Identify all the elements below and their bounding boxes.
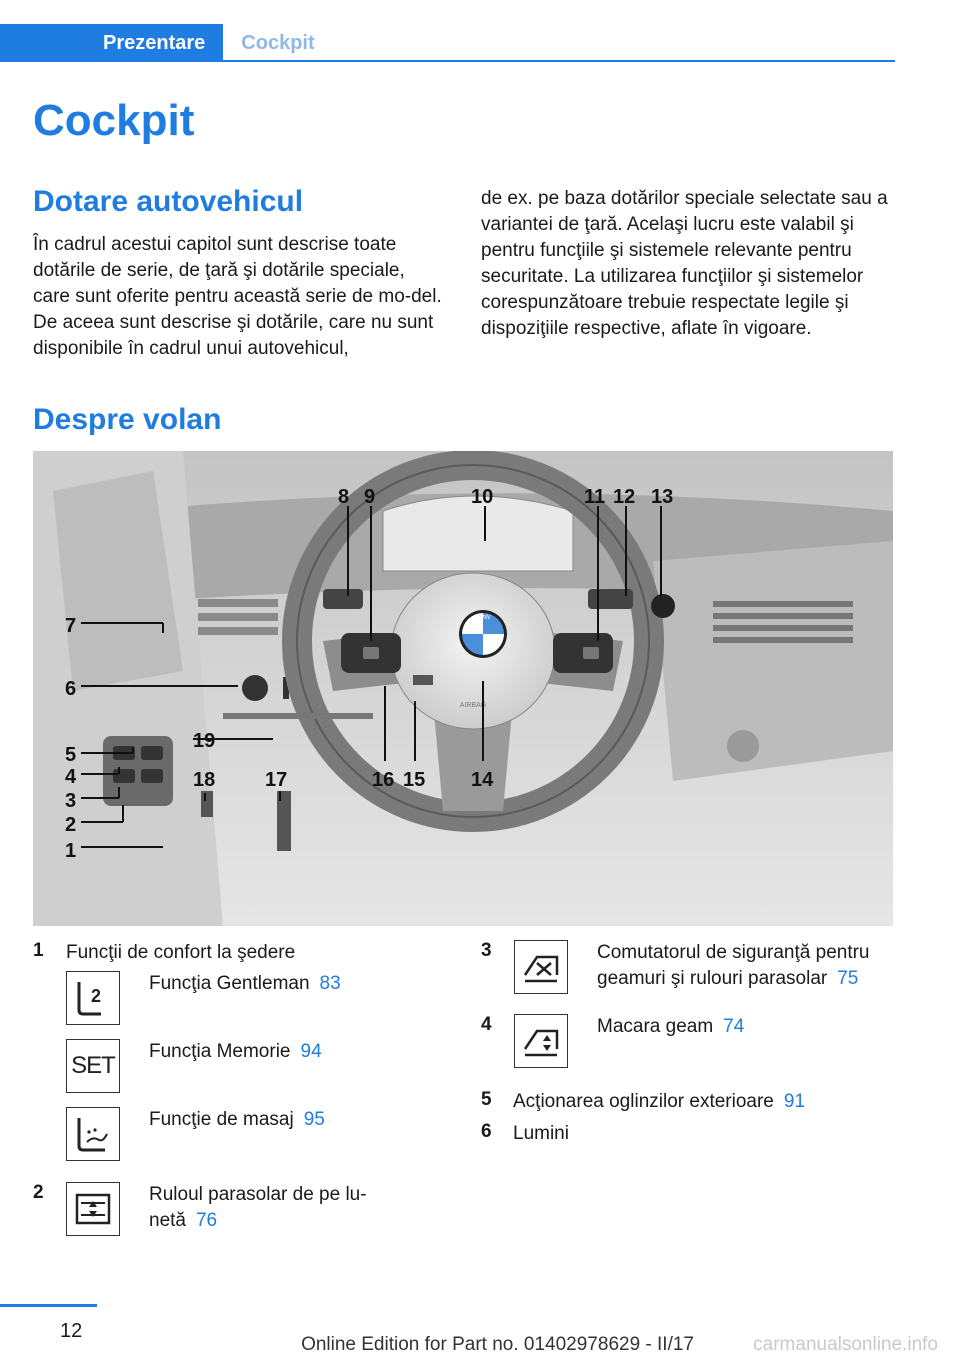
airbag-text: AIRBAG [459, 702, 487, 709]
section-heading-equipment: Dotare autovehicul [33, 185, 304, 218]
page-ref-76[interactable]: 76 [195, 1210, 218, 1231]
bmw-badge-text: BMW [475, 615, 491, 621]
legend-text-5 [513, 1089, 893, 1115]
tab-cockpit[interactable]: Cockpit [241, 32, 315, 54]
footer-edition: Online Edition for Part no. 01402978629 - II/17 [301, 1334, 694, 1355]
legend-sub-massage [149, 1107, 389, 1133]
legend-text-2-label: Ruloul parasolar de pe lu‐netă [149, 1184, 367, 1231]
legend-text-3 [597, 940, 890, 992]
callout-2: 2 [65, 814, 77, 836]
page-ref-74[interactable]: 74 [723, 1016, 745, 1037]
page-ref-95[interactable]: 95 [303, 1109, 325, 1130]
legend-sub-gentleman-label: Funcţia Gentleman [149, 973, 310, 994]
equipment-text-col2: de ex. pe baza dotărilor speciale selectate sau a variantei de ţară. Acelaşi lucru este valabil şi pentru funcţiile şi sistemele relevante pentru securitate. La utilizarea funcţiilor şi sistemelor corespunzătoare trebuie respectate legile şi dispoziţiile respective, aflate în vigoare. [481, 188, 888, 339]
callout-4: 4 [65, 766, 77, 788]
callout-3: 3 [65, 790, 77, 812]
callout-6: 6 [65, 678, 77, 700]
legend-sub-massage-label: Funcţie de masaj [149, 1109, 294, 1130]
callout-10: 10 [471, 486, 494, 508]
legend-sub-gentleman [149, 971, 389, 997]
legend-num-4: 4 [481, 1014, 492, 1035]
page-ref-83[interactable]: 83 [319, 973, 341, 994]
header-tabs [0, 24, 333, 62]
legend-text-4 [597, 1014, 890, 1040]
legend-num-1: 1 [33, 940, 44, 961]
callout-1: 1 [65, 840, 77, 862]
page-number: 12 [60, 1320, 83, 1342]
tab-prezentare[interactable]: Prezentare [0, 24, 223, 62]
massage-function-icon [66, 1107, 120, 1161]
svg-text:2: 2 [91, 986, 102, 1006]
callout-7: 7 [65, 615, 77, 637]
legend-text-5-label: Acţionarea oglinzilor exterioare [513, 1091, 774, 1112]
callout-8: 8 [338, 486, 350, 508]
legend-text-4-label: Macara geam [597, 1016, 714, 1037]
callout-16: 16 [372, 769, 395, 791]
callout-12: 12 [613, 486, 636, 508]
section-heading-steering: Despre volan [33, 403, 222, 436]
legend-text-3-label: Comutatorul de siguranţă pentru geamuri şi rulouri parasolar [597, 942, 870, 989]
legend-text-1: Funcţii de confort la şedere [66, 942, 296, 963]
page-ref-75[interactable]: 75 [837, 968, 859, 989]
page-ref-91[interactable]: 91 [783, 1091, 806, 1112]
footer-rule [0, 1304, 97, 1307]
callout-5: 5 [65, 744, 77, 766]
legend-text-6: Lumini [513, 1123, 569, 1144]
callout-18: 18 [193, 769, 216, 791]
gentleman-function-icon [66, 971, 120, 1025]
legend-text-2 [149, 1182, 389, 1234]
callout-15: 15 [403, 769, 426, 791]
legend-sub-memory-label: Funcţia Memorie [149, 1041, 291, 1062]
cockpit-drawing [33, 451, 893, 926]
window-safety-switch-icon [514, 940, 568, 994]
legend-num-5: 5 [481, 1089, 492, 1110]
memory-set-icon [66, 1039, 120, 1093]
callout-13: 13 [651, 486, 674, 508]
callout-17: 17 [265, 769, 288, 791]
callout-11: 11 [584, 486, 606, 508]
cockpit-illustration [33, 451, 893, 926]
callout-19: 19 [193, 730, 216, 752]
watermark: carmanualsonline.info [753, 1334, 938, 1355]
callout-14: 14 [471, 769, 494, 791]
callout-9: 9 [364, 486, 376, 508]
set-icon-label: SET [71, 1052, 115, 1079]
page-title: Cockpit [33, 96, 195, 145]
legend-num-6: 6 [481, 1121, 492, 1142]
legend-num-3: 3 [481, 940, 492, 961]
power-window-icon [514, 1014, 568, 1068]
legend-sub-memory [149, 1039, 389, 1065]
rear-sunblind-icon [66, 1182, 120, 1236]
page-ref-94[interactable]: 94 [300, 1041, 322, 1062]
legend-num-2: 2 [33, 1182, 44, 1203]
header-rule [0, 60, 895, 62]
equipment-text-col1: În cadrul acestui capitol sunt descrise toate dotările de serie, de ţară şi dotările speciale, care sunt oferite pentru această serie de mo‐del. De aceea sunt descrise şi dotările, care nu sunt disponibile în cadrul unui autovehicul, [33, 234, 442, 359]
